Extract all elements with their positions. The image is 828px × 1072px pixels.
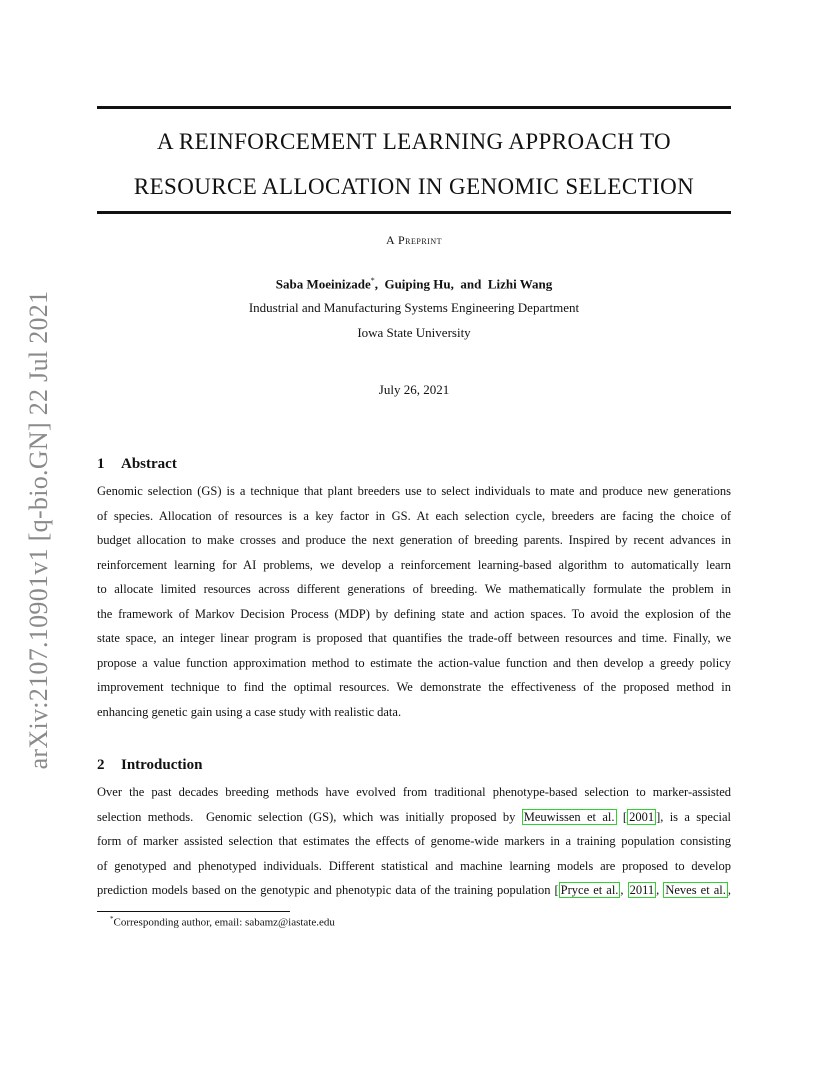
section-number: 1 <box>97 456 105 472</box>
section-heading-abstract <box>97 456 177 473</box>
text-run: [ <box>616 809 628 824</box>
section-number: 2 <box>97 757 105 773</box>
affiliation-department: Industrial and Manufacturing Systems Engineering Department <box>248 300 580 315</box>
abstract-line: enhancing genetic gain using a case study with realistic data. <box>97 704 402 719</box>
title-top-rule <box>97 106 731 109</box>
introduction-line <box>97 809 731 834</box>
abstract-line: of species. Allocation of resources is a key factor in GS. At each selection cycle, breeders are facing the choice of <box>97 508 731 523</box>
preprint-label: A Preprint <box>385 233 442 247</box>
citation-link-neves[interactable]: Neves et al. <box>665 883 726 897</box>
author-separator: and <box>453 276 488 292</box>
section-title: Introduction <box>121 757 203 773</box>
arxiv-identifier-text: arXiv:2107.10901v1 [q-bio.GN] 22 Jul 2021 <box>24 290 53 770</box>
footnote-text: Corresponding author, email: sabamz@iastate.edu <box>113 916 335 929</box>
author-name: Lizhi Wang <box>487 276 553 292</box>
footnote <box>110 915 335 929</box>
abstract-line: propose a value function approximation method to estimate the action-value function and then develop a greedy policy <box>97 655 731 670</box>
abstract-line: Genomic selection (GS) is a technique that plant breeders use to select individuals to mate and produce new generations <box>97 484 731 498</box>
author-name: Guiping Hu, <box>384 276 454 292</box>
arxiv-side-identifier <box>22 275 56 785</box>
introduction-line <box>97 882 731 907</box>
section-title: Abstract <box>121 456 177 472</box>
paper-title-line-2: RESOURCE ALLOCATION IN GENOMIC SELECTION <box>133 174 695 199</box>
abstract-line: state space, an integer linear program is proposed that quantifies the trade-off between resources and time. Finally, we <box>97 631 731 645</box>
title-bottom-rule <box>97 211 731 214</box>
affiliation-university: Iowa State University <box>357 325 471 340</box>
abstract-paragraph <box>97 483 731 728</box>
author-list <box>97 276 731 292</box>
citation-link-meuwissen[interactable]: Meuwissen et al. <box>523 809 615 824</box>
text-run: , <box>656 883 664 897</box>
abstract-line: budget allocation to make crosses and produce the next generation of breeding parents. Inspired by recent advances in <box>97 533 731 547</box>
text-run: ], is a special <box>656 809 732 824</box>
citation-link-year-2001[interactable]: 2001 <box>629 809 655 824</box>
text-run: selection methods. Genomic selection (GS), which was initially proposed by <box>97 809 522 824</box>
text-run: , <box>727 883 731 897</box>
citation-link-pryce[interactable]: Pryce et al. <box>560 883 619 897</box>
footnote-rule <box>97 911 290 912</box>
text-run: prediction models based on the genotypic and phenotypic data of the training population [ <box>97 883 559 897</box>
abstract-line: to allocate limited resources across different generations of breeding. We mathematically formulate the problem in <box>97 582 731 596</box>
author-separator: , <box>374 276 385 292</box>
paper-date: July 26, 2021 <box>378 382 450 397</box>
introduction-paragraph <box>97 784 731 907</box>
abstract-line: improvement technique to find the optimal resources. We demonstrate the effectiveness of the proposed method in <box>97 680 731 694</box>
footnote-marker: * <box>110 915 114 923</box>
paper-title-line-1: A REINFORCEMENT LEARNING APPROACH TO <box>156 129 672 154</box>
abstract-line: the framework of Markov Decision Process (MDP) by defining state and action spaces. To avoid the explosion of the <box>97 606 731 621</box>
text-run: , <box>620 883 628 897</box>
introduction-line: of genotyped and phenotyped individuals. Different statistical and machine learning models are proposed to develop <box>97 858 731 873</box>
footnote-marker: * <box>370 276 375 285</box>
abstract-line: reinforcement learning for AI problems, we develop a reinforcement learning-based algorithm to automatically learn <box>97 557 731 572</box>
citation-link-year-2011[interactable]: 2011 <box>629 883 655 897</box>
introduction-line: Over the past decades breeding methods have evolved from traditional phenotype-based selection to marker-assisted <box>97 785 731 799</box>
author-name: Saba Moeinizade <box>275 276 371 292</box>
introduction-line: form of marker assisted selection that estimates the effects of genome-wide markers in a training population consisting <box>97 834 731 848</box>
section-heading-introduction <box>97 757 202 774</box>
